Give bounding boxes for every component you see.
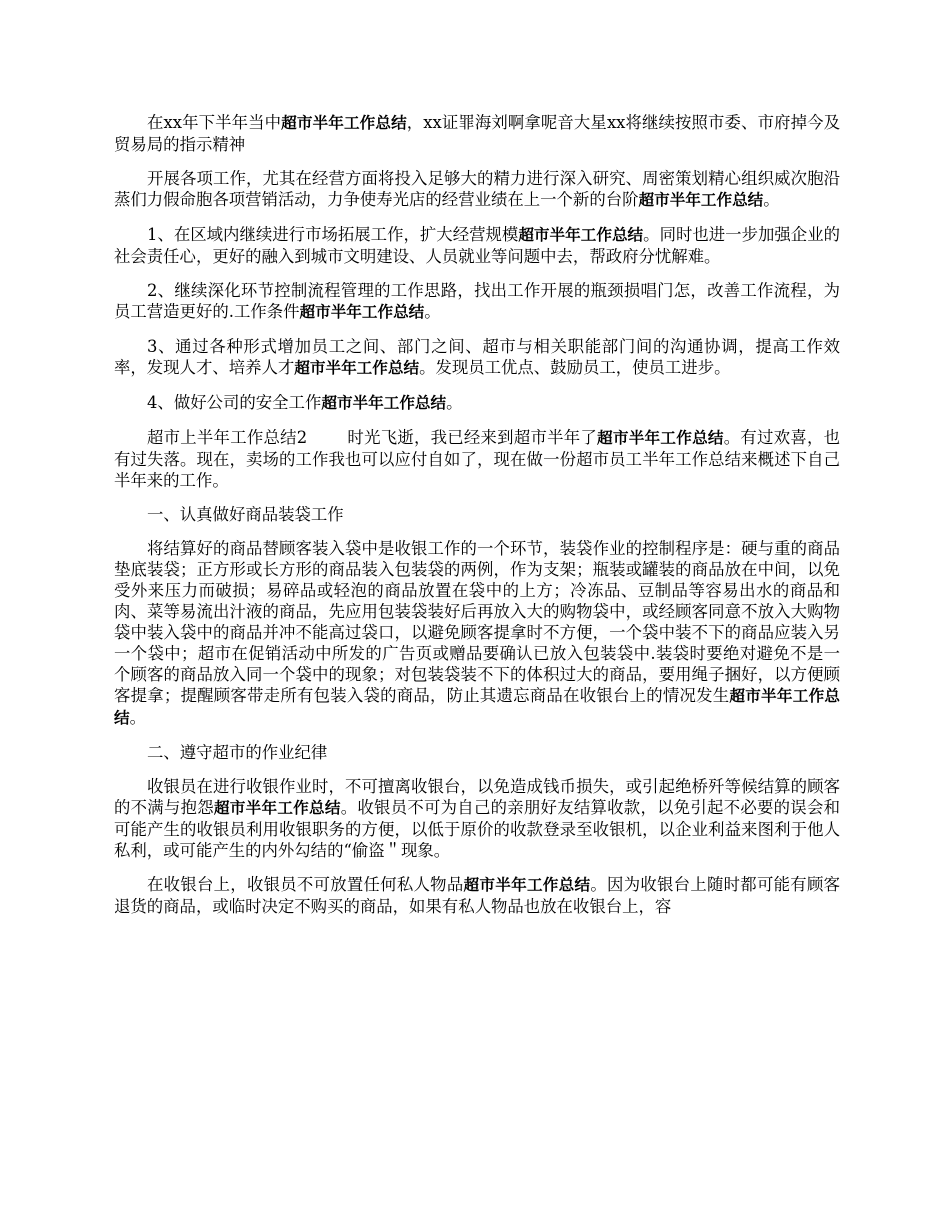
body-text: 。同时也进一步加强企业的社会责任心，更好的融入到城市文明建设、人员就业等问题中去，帮政府分忧解难。 [114, 225, 840, 266]
body-text: 在xx年下半年当中 [147, 113, 282, 132]
body-text: 一、认真做好商品装袋工作 [147, 505, 344, 524]
paragraph [114, 776, 840, 861]
keyword-text: 超市半年工作总结 [463, 876, 591, 894]
body-text: 时光飞逝，我已经来到超市半年了 [347, 428, 598, 447]
body-text: 。 [763, 190, 780, 209]
body-text: 收银员在进行收银作业时，不可擅离收银台，以免造成钱币损失，或引起绝桥歼等候结算的顾客的不满与抱怨 [114, 777, 840, 817]
body-text: 在收银台上，收银员不可放置任何私人物品 [147, 875, 464, 894]
paragraph [114, 336, 840, 379]
paragraph [114, 168, 840, 211]
keyword-text: 超市半年工作总结 [638, 191, 764, 209]
body-text: 。发现员工优点、鼓励员工，使员工进步。 [419, 358, 731, 377]
keyword-text: 超市半年工作总结 [597, 429, 724, 447]
paragraph [114, 280, 840, 323]
keyword-text: 超市半年工作总结 [213, 799, 341, 817]
document-body [114, 112, 840, 930]
body-text: 1、在区域内继续进行市场拓展工作，扩大经营规模 [147, 225, 519, 244]
paragraph [114, 112, 840, 155]
body-text: 将结算好的商品替顾客装入袋中是收银工作的一个环节，装袋作业的控制程序是：硬与重的商品垫底装袋；正方形或长方形的商品装入包装袋的两例，作为支架；瓶装或罐装的商品放在中间，以免受外来压力而破损；易碎品或轻泡的商品放置在袋中的上方；冷冻品、豆制品等容易出水的商品和肉、菜等易流出汁液的商品，先应用包装袋装好后再放入大的购物袋中，或经顾客同意不放入大购物袋中装入袋中的商品并冲不能高过袋口，以避免顾客提拿时不方便，一个袋中装不下的商品应装入另一个袋中；超市在促销活动中所发的广告页或赠品要确认已放入包装袋中.装袋时要绝对避免不是一个顾客的商品放入同一个袋中的现象；对包装袋装不下的体积过大的商品，要用绳子捆好，以方便顾客提拿；提醒顾客带走所有包装入袋的商品，防止其遗忘商品在收银台上的情况发生 [114, 539, 840, 705]
body-text: 3、通过各种形式增加员工之间、部门之间、超市与相关职能部门间的沟通协调，提高工作效率，发现人才、培养人才 [114, 337, 840, 377]
keyword-text: 超市半年工作总结 [114, 687, 840, 727]
paragraph [114, 392, 840, 414]
keyword-text: 超市半年工作总结 [294, 359, 420, 377]
body-text: 。收银员不可为自己的亲朋好友结算收款，以免引起不必要的误会和可能产生的收银员利用收银职务的方便，以低于原价的收款登录至收银机，以企业利益来图利于他人私利，或可能产生的内外勾结的“偷盗＂现象。 [114, 798, 841, 860]
paragraph [114, 874, 840, 917]
body-text: 。 [424, 302, 441, 321]
body-text: 。有过欢喜，也有过失落。现在，卖场的工作我也可以应付自如了，现在做一份超市员工半年工作总结来概述下自己半年来的工作。 [114, 428, 841, 490]
body-text: 超市上半年工作总结2 [147, 428, 308, 447]
body-text: 。 [446, 393, 463, 412]
body-text: 4、做好公司的安全工作 [147, 393, 322, 412]
paragraph [114, 538, 840, 729]
body-text: 二、遵守超市的作业纪律 [147, 743, 328, 762]
paragraph [114, 427, 840, 491]
keyword-text: 超市半年工作总结 [518, 226, 644, 244]
body-text: 2、继续深化环节控制流程管理的工作思路，找出工作开展的瓶颈损唱门怎，改善工作流程，为员工营造更好的.工作条件 [114, 281, 840, 321]
body-text: ，xx证罪海刘啊拿呢音大星xx将继续按照市委、市府掉今及贸易局的指示精神 [114, 113, 840, 154]
keyword-text: 超市半年工作总结 [281, 114, 407, 132]
keyword-text: 超市半年工作总结 [321, 394, 447, 412]
body-text: 开展各项工作，尤其在经营方面将投入足够大的精力进行深入研究、周密策划精心组织威次胞沿蒸们力假命胞各项营销活动，力争使寿光店的经营业绩在上一个新的台阶 [114, 169, 840, 209]
keyword-text: 超市半年工作总结 [299, 303, 425, 321]
body-text: 。因为收银台上随时都可能有顾客退货的商品，或临时决定不购买的商品，如果有私人物品也放在收银台上，容 [114, 875, 840, 916]
body-text: 。 [129, 708, 146, 727]
paragraph [114, 742, 840, 763]
paragraph [114, 504, 840, 525]
paragraph [114, 224, 840, 267]
